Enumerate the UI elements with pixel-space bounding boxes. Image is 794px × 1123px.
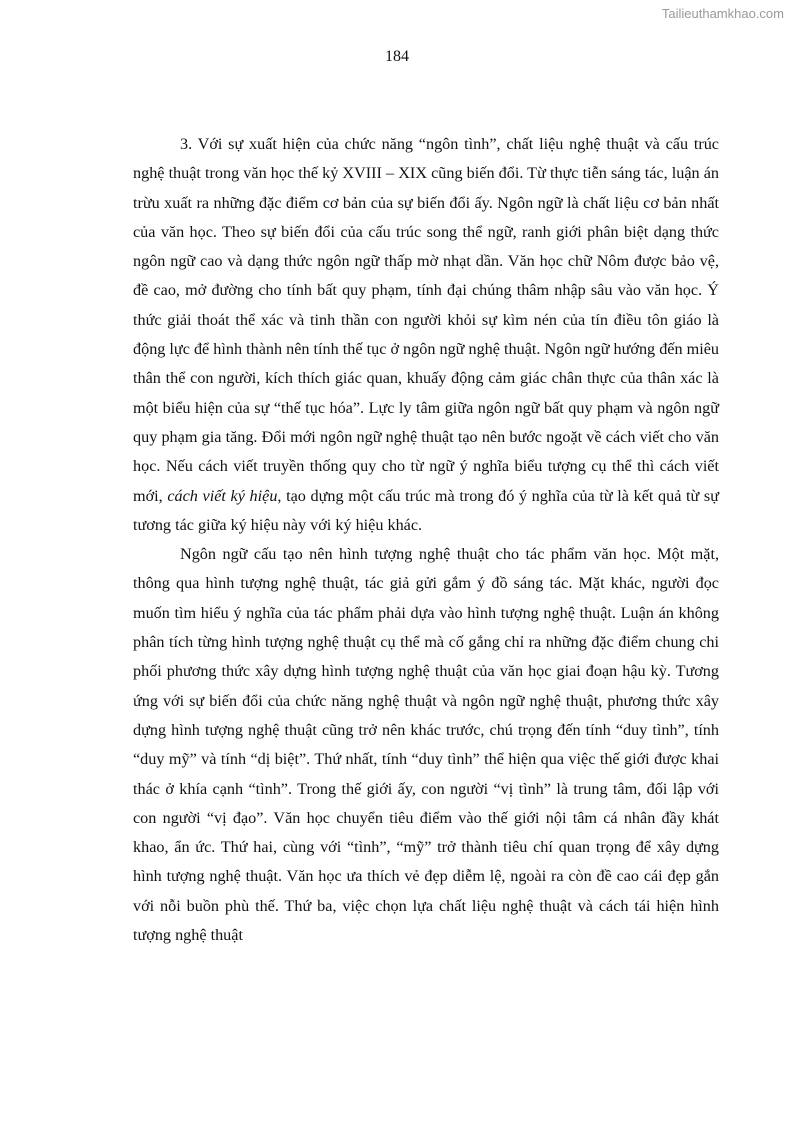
document-body — [133, 130, 719, 950]
watermark: Tailieuthamkhao.com — [661, 6, 784, 21]
italic-term: cách viết ký hiệu — [167, 486, 278, 505]
paragraph — [133, 130, 719, 540]
paragraph-text: , tạo dựng một cấu trúc mà trong đó ý nghĩa của từ là kết quả từ sự tương tác giữa ký hiệu này với ký hiệu khác. — [133, 486, 719, 534]
paragraph-text: 3. Với sự xuất hiện của chức năng “ngôn tình”, chất liệu nghệ thuật và cấu trúc nghệ thuật trong văn học thế kỷ XVIII – XIX cũng biến đổi. Từ thực tiễn sáng tác, luận án trừu xuất ra những đặc điểm cơ bản của sự biến đổi ấy. Ngôn ngữ là chất liệu cơ bản nhất của văn học. Theo sự biến đổi của cấu trúc song thể ngữ, ranh giới phân biệt dạng thức ngôn ngữ cao và dạng thức ngôn ngữ thấp mờ nhạt dần. Văn học chữ Nôm được bảo vệ, đề cao, mở đường cho tính bất quy phạm, tính đại chúng thâm nhập sâu vào văn học. Ý thức giải thoát thể xác và tinh thần con người khỏi sự kìm nén của tín điều tôn giáo là động lực để hình thành nên tính thế tục ở ngôn ngữ nghệ thuật. Ngôn ngữ hướng đến miêu thân thể con người, kích thích giác quan, khuấy động cảm giác chân thực của thân xác là một biểu hiện của sự “thế tục hóa”. Lực ly tâm giữa ngôn ngữ bất quy phạm và ngôn ngữ quy phạm gia tăng. Đổi mới ngôn ngữ nghệ thuật tạo nên bước ngoặt về cách viết cho văn học. Nếu cách viết truyền thống quy cho từ ngữ ý nghĩa biểu tượng cụ thể thì cách viết mới, — [133, 135, 719, 505]
page-number: 184 — [385, 48, 409, 65]
paragraph: Ngôn ngữ cấu tạo nên hình tượng nghệ thuật cho tác phẩm văn học. Một mặt, thông qua hình tượng nghệ thuật, tác giả gửi gắm ý đồ sáng tác. Mặt khác, người đọc muốn tìm hiểu ý nghĩa của tác phẩm phải dựa vào hình tượng nghệ thuật. Luận án không phân tích từng hình tượng nghệ thuật cụ thể mà cố gắng chỉ ra những đặc điểm chung chi phối phương thức xây dựng hình tượng nghệ thuật của văn học giai đoạn hậu kỳ. Tương ứng với sự biến đổi của chức năng nghệ thuật và ngôn ngữ nghệ thuật, phương thức xây dựng hình tượng nghệ thuật cũng trở nên khác trước, chú trọng đến tính “duy tình”, tính “duy mỹ” và tính “dị biệt”. Thứ nhất, tính “duy tình” thể hiện qua việc thế giới được khai thác ở khía cạnh “tình”. Trong thế giới ấy, con người “vị tình” là trung tâm, đối lập với con người “vị đạo”. Văn học chuyển tiêu điểm vào thế giới nội tâm cá nhân đầy khát khao, ẩn ức. Thứ hai, cùng với “tình”, “mỹ” trở thành tiêu chí quan trọng để xây dựng hình tượng nghệ thuật. Văn học ưa thích vẻ đẹp diễm lệ, ngoài ra còn đề cao cái đẹp gắn với nỗi buồn phù thế. Thứ ba, việc chọn lựa chất liệu nghệ thuật và cách tái hiện hình tượng nghệ thuật — [133, 545, 719, 945]
